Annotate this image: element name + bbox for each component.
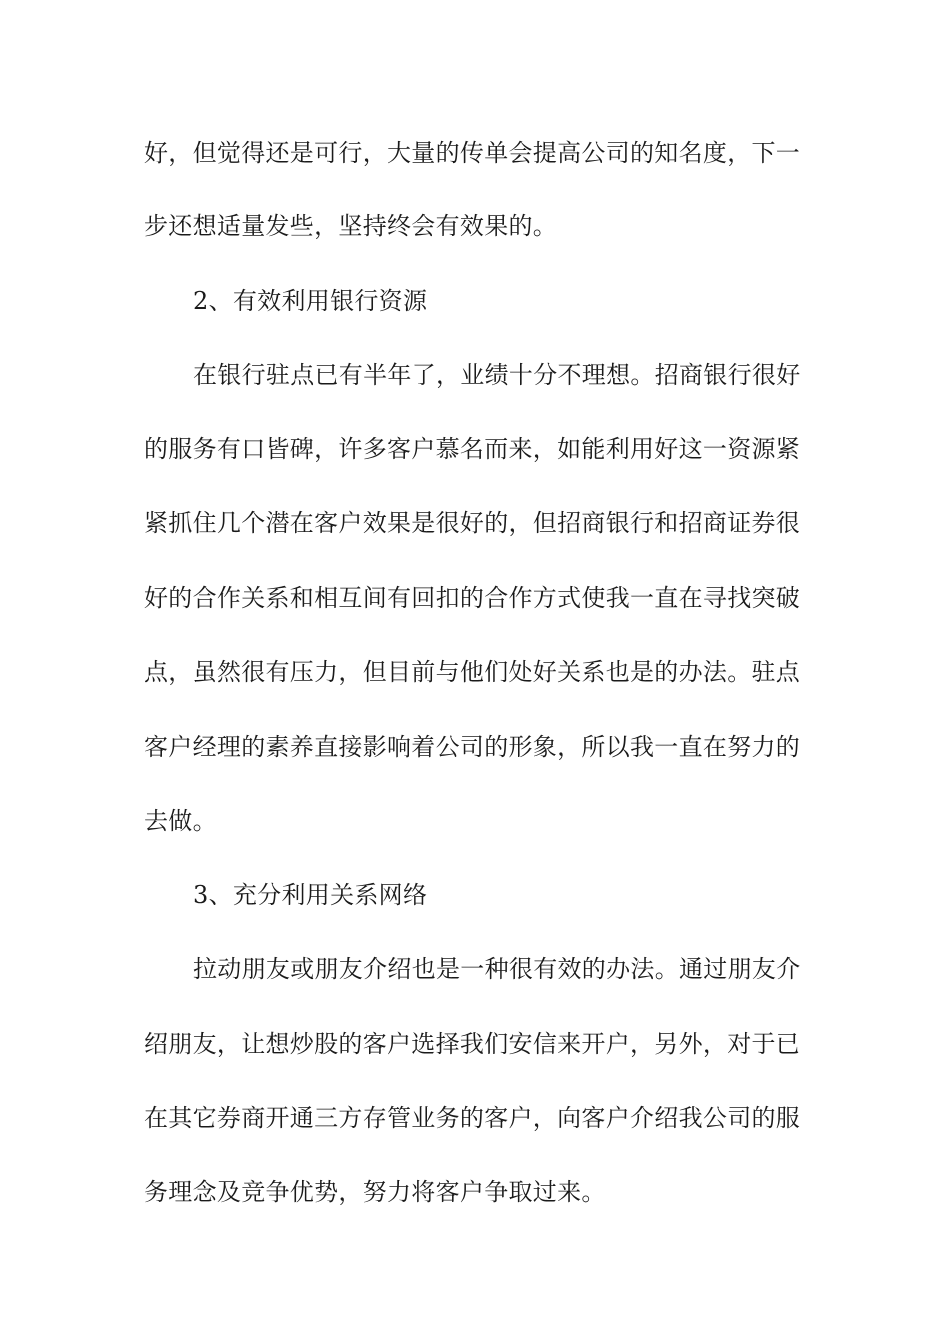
paragraph-line: 拉动朋友或朋友介绍也是一种很有效的办法。通过朋友介: [193, 955, 801, 983]
paragraph-line: 在其它券商开通三方存管业务的客户，向客户介绍我公司的服: [144, 1104, 801, 1132]
paragraph-line: 好，但觉得还是可行，大量的传单会提高公司的知名度，下一: [144, 139, 801, 167]
paragraph-line: 在银行驻点已有半年了，业绩十分不理想。招商银行很好: [193, 361, 801, 389]
paragraph-line: 去做。: [144, 807, 217, 835]
paragraph-line: 的服务有口皆碑，许多客户慕名而来，如能利用好这一资源紧: [144, 435, 801, 463]
paragraph-line: 步还想适量发些，坚持终会有效果的。: [144, 212, 558, 240]
paragraph-line: 紧抓住几个潜在客户效果是很好的，但招商银行和招商证券很: [144, 509, 801, 537]
paragraph-line: 点，虽然很有压力，但目前与他们处好关系也是的办法。驻点: [144, 658, 801, 686]
paragraph-line: 好的合作关系和相互间有回扣的合作方式使我一直在寻找突破: [144, 584, 801, 612]
paragraph-line: 客户经理的素养直接影响着公司的形象，所以我一直在努力的: [144, 733, 801, 761]
section-heading: 3、充分利用关系网络: [193, 881, 428, 909]
paragraph-line: 务理念及竞争优势，努力将客户争取过来。: [144, 1178, 606, 1206]
section-heading: 2、有效利用银行资源: [193, 287, 428, 315]
paragraph-line: 绍朋友，让想炒股的客户选择我们安信来开户，另外，对于已: [144, 1030, 801, 1058]
